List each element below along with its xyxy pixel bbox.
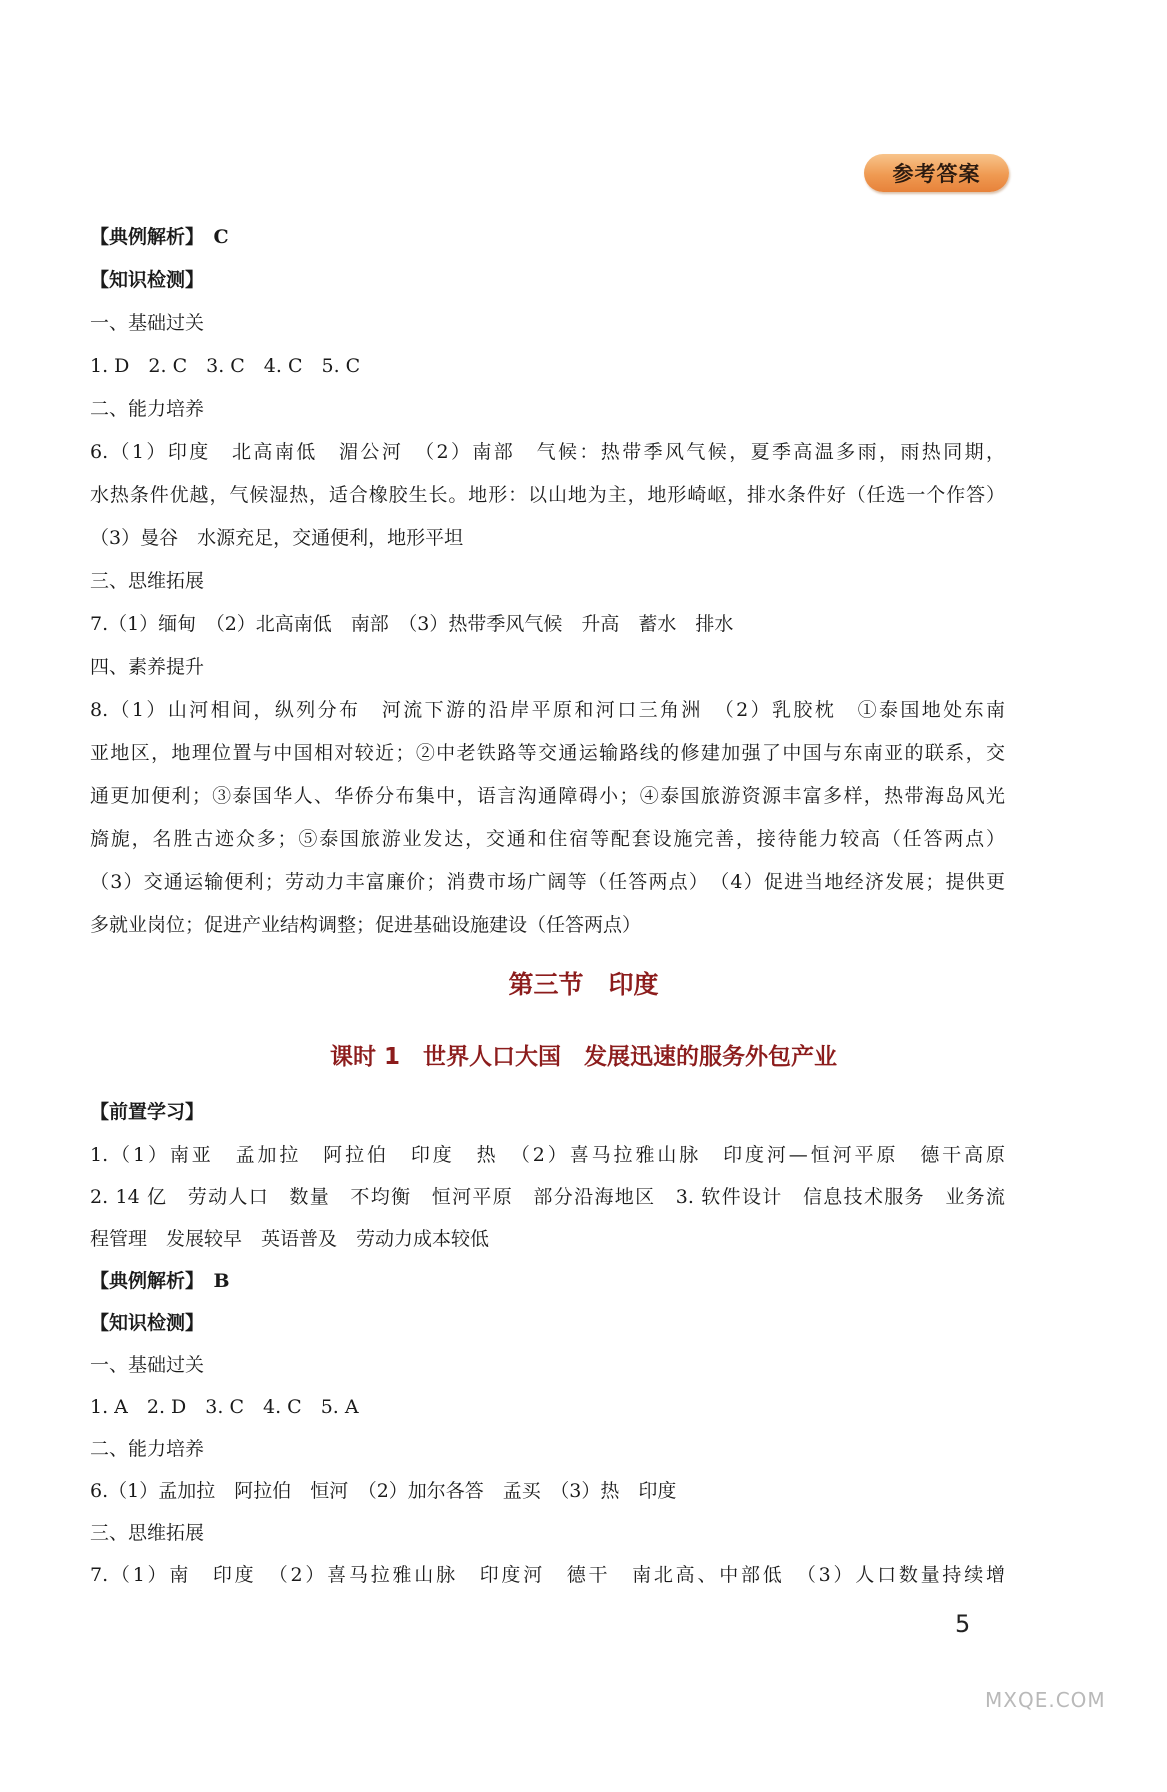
section-title: 第三节 印度	[508, 970, 659, 999]
answer-line: 亚地区，地理位置与中国相对较近；②中老铁路等交通运输路线的修建加强了中国与东南亚的联系，交	[90, 742, 1005, 764]
thinking-heading: 三、思维拓展	[90, 1522, 205, 1544]
ability-heading: 二、能力培养	[90, 398, 205, 420]
answer-line: 6.（1）印度 北高南低 湄公河 （2）南部 气候：热带季风气候，夏季高温多雨，雨热同期，	[90, 441, 1005, 463]
answer-line: 6.（1）孟加拉 阿拉伯 恒河 （2）加尔各答 孟买 （3）热 印度	[90, 1480, 677, 1502]
answer-line: 1. D 2. C 3. C 4. C 5. C	[90, 355, 361, 377]
basic-level-heading: 一、基础过关	[90, 312, 205, 334]
preview-study-label: 【前置学习】	[90, 1101, 205, 1123]
answer-line: 程管理 发展较早 英语普及 劳动力成本较低	[90, 1228, 490, 1250]
ability-heading: 二、能力培养	[90, 1438, 205, 1460]
watermark: MXQE.COM	[985, 1688, 1106, 1712]
page-number: 5	[955, 1610, 971, 1638]
answer-line: 1. A 2. D 3. C 4. C 5. A	[90, 1396, 359, 1418]
answer-key-badge: 参考答案	[864, 154, 1009, 192]
knowledge-check-label: 【知识检测】	[90, 269, 205, 291]
answer-line: 8.（1）山河相间，纵列分布 河流下游的沿岸平原和河口三角洲 （2）乳胶枕 ①泰国地处东南	[90, 699, 1005, 721]
answer-line: （3）曼谷 水源充足，交通便利，地形平坦	[90, 527, 464, 549]
knowledge-check-label: 【知识检测】	[90, 1312, 205, 1334]
example-analysis-label: 【典例解析】 B	[90, 1270, 230, 1292]
answer-line: 旖旎，名胜古迹众多；⑤泰国旅游业发达，交通和住宿等配套设施完善，接待能力较高（任答两点）	[90, 828, 1005, 850]
basic-level-heading: 一、基础过关	[90, 1354, 205, 1376]
answer-line: 通更加便利；③泰国华人、华侨分布集中，语言沟通障碍小；④泰国旅游资源丰富多样，热带海岛风光	[90, 785, 1005, 807]
example-analysis-label: 【典例解析】 C	[90, 226, 229, 248]
answer-line: 7.（1）南 印度 （2）喜马拉雅山脉 印度河 德干 南北高、中部低 （3）人口数量持续增	[90, 1564, 1005, 1586]
answer-line: 7.（1）缅甸 （2）北高南低 南部 （3）热带季风气候 升高 蓄水 排水	[90, 613, 734, 635]
literacy-heading: 四、素养提升	[90, 656, 205, 678]
lesson-title: 课时 1 世界人口大国 发展迅速的服务外包产业	[329, 1044, 837, 1070]
answer-line: 多就业岗位；促进产业结构调整；促进基础设施建设（任答两点）	[90, 914, 642, 936]
answer-line: 2. 14 亿 劳动人口 数量 不均衡 恒河平原 部分沿海地区 3. 软件设计 信息技术服务 业务流	[90, 1186, 1005, 1208]
thinking-heading: 三、思维拓展	[90, 570, 205, 592]
answer-line: （3）交通运输便利；劳动力丰富廉价；消费市场广阔等（任答两点） （4）促进当地经济发展；提供更	[90, 871, 1005, 893]
answer-line: 1.（1）南亚 孟加拉 阿拉伯 印度 热 （2）喜马拉雅山脉 印度河—恒河平原 德干高原	[90, 1144, 1005, 1166]
answer-line: 水热条件优越，气候湿热，适合橡胶生长。地形：以山地为主，地形崎岖，排水条件好（任选一个作答）	[90, 484, 1005, 506]
